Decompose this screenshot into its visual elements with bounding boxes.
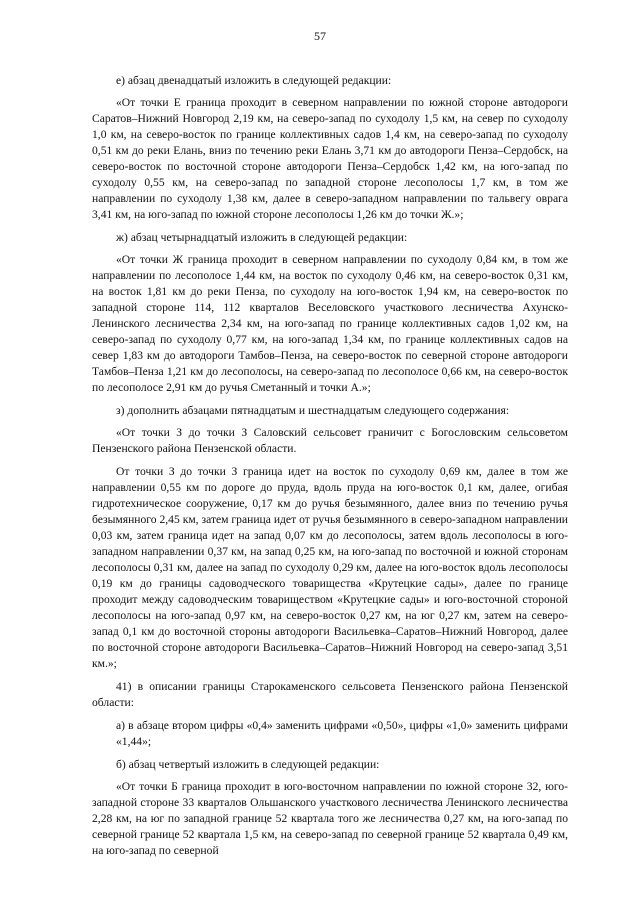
paragraph-amendment-zh: ж) абзац четырнадцатый изложить в следующей редакции: bbox=[116, 231, 408, 244]
paragraph-point-e-boundary: «От точки Е граница проходит в северном направлении по южной стороне автодороги Саратов–Нижний Новгород 2,19 км, на северо-запад по суходолу 1,5 км, на север по суходолу 1,0 км, на северо-восток по границе коллективных садов 1,4 км, на северо-запад по суходолу 0,51 км до реки Елань, вниз по течению реки Елань 3,71 км до автодороги Пенза–Сердобск, на северо-восток по восточной стороне автодороги Пенза–Сердобск 1,42 км, на юго-запад по суходолу 0,55 км, на северо-запад по западной стороне лесополосы 1,7 км, в том же направлении по суходолу 1,38 км, далее в северо-западном направлении по тальвегу оврага 3,41 км, на юго-запад по южной стороне лесополосы 1,26 км до точки Ж.»; bbox=[92, 96, 568, 221]
document-body bbox=[92, 73, 568, 866]
paragraph-item-a: а) в абзаце втором цифры «0,4» заменить цифрами «0,50», цифры «1,0» заменить цифрами «1,44»; bbox=[116, 719, 568, 748]
paragraph-amendment-z: з) дополнить абзацами пятнадцатым и шестнадцатым следующего содержания: bbox=[116, 404, 510, 417]
paragraph-point-z-border: «От точки З до точки З Саловский сельсовет граничит с Богословским сельсоветом Пензенского района Пензенской области. bbox=[92, 426, 568, 455]
paragraph-point-z-boundary: От точки З до точки З граница идет на восток по суходолу 0,69 км, далее в том же направлении 0,55 км по дороге до пруда, вдоль пруда на юго-восток 0,1 км, далее, огибая гидротехническое сооружение, 0,17 км до ручья безымянного, далее вниз по течению ручья безымянного 2,45 км, затем граница идет от ручья безымянного в северо-западном направлении 0,03 км, затем граница идет на запад 0,07 км до лесополосы, затем вдоль лесополосы в юго-западном направлении 0,37 км, на запад 0,25 км, на юго-запад по восточной и южной сторонам лесополосы 0,31 км, далее на запад по суходолу 0,29 км, далее на юго-восток вдоль лесополосы 0,19 км до границы садоводческого товарищества «Крутецкие сады», далее по границе проходит между садоводческим товариществом «Крутецкие сады» и юго-восточной стороной лесополосы на юго-запад 0,97 км, на северо-восток 0,27 км, на юг 0,27 км, затем на северо-запад 0,1 км до восточной стороны автодороги Васильевка–Саратов–Нижний Новгород, далее по восточной стороне автодороги Васильевка–Саратов–Нижний Новгород на северо-запад 3,51 км.»; bbox=[92, 465, 568, 670]
paragraph-point-b-boundary: «От точки Б граница проходит в юго-восточном направлении по южной стороне 32, юго-западной стороне 33 кварталов Ольшанского участкового лесничества Ленинского лесничества 2,28 км, на юг по западной границе 52 квартала того же лесничества 0,27 км, на юго-запад по северной границе 52 квартала 1,5 км, на северо-запад по северной границе 52 квартала 0,49 км, на юго-запад по северной bbox=[92, 780, 568, 857]
paragraph-item-41: 41) в описании границы Старокаменского сельсовета Пензенского района Пензенской области: bbox=[92, 680, 568, 709]
paragraph-amendment-e: е) абзац двенадцатый изложить в следующей редакции: bbox=[116, 74, 392, 87]
paragraph-item-b: б) абзац четвертый изложить в следующей редакции: bbox=[116, 758, 380, 771]
paragraph-point-zh-boundary: «От точки Ж граница проходит в северном направлении по суходолу 0,84 км, в том же направлении по лесополосе 1,44 км, на восток по суходолу 0,46 км, на северо-восток 0,31 км, на восток 1,81 км до реки Пенза, по суходолу на юго-восток 1,94 км, на северо-восток по западной стороне 114, 112 кварталов Веселовского участкового лесничества Ахунско-Ленинского лесничества 2,34 км, на юго-запад по границе коллективных садов 1,02 км, на северо-запад по суходолу 0,77 км, на юго-запад 1,34 км, по границе коллективных садов на север 1,83 км до автодороги Тамбов–Пенза, на северо-восток по северной стороне автодороги Тамбов–Пенза 1,21 км до лесополосы, на северо-запад по лесополосе 0,66 км, на северо-восток по лесополосе 2,91 км до ручья Сметанный и точки А.»; bbox=[92, 253, 568, 394]
page-number: 57 bbox=[314, 29, 326, 43]
